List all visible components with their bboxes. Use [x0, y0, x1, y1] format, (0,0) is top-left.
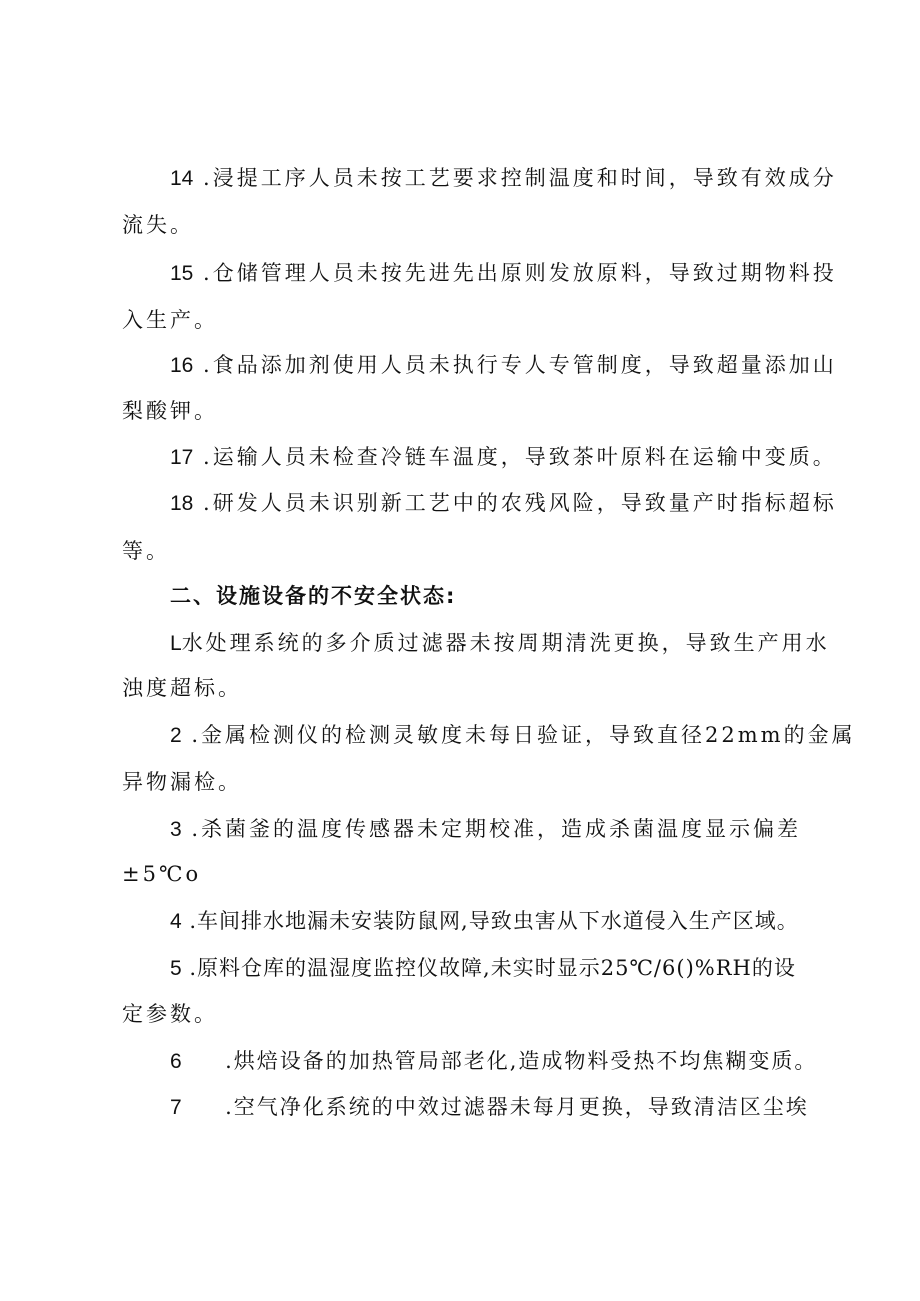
- item-3-line-1: [170, 814, 870, 845]
- paragraph-text: .运输人员未检查冷链车温度，导致茶叶原料在运输中变质。: [203, 445, 837, 469]
- paragraph-15-line-1: [170, 258, 870, 289]
- paragraph-text: .烘焙设备的加热管局部老化,造成物料受热不均焦糊变质。: [225, 1049, 818, 1073]
- item-number: 14: [170, 167, 194, 190]
- item-2-line-1: [170, 720, 870, 751]
- item-number: 2: [170, 724, 182, 747]
- item-number: 18: [170, 492, 194, 515]
- paragraph-15-line-2: 入生产。: [122, 308, 218, 332]
- item-1-line-1: [170, 628, 870, 659]
- paragraph-text: .研发人员未识别新工艺中的农残风险，导致量产时指标超标: [203, 491, 837, 515]
- item-number: 7: [170, 1096, 182, 1119]
- item-number: 15: [170, 262, 194, 285]
- paragraph-text: .仓储管理人员未按先进先出原则发放原料，导致过期物料投: [203, 261, 837, 285]
- paragraph-text: .空气净化系统的中效过滤器未每月更换，导致清洁区尘埃: [225, 1095, 809, 1119]
- paragraph-text: .车间排水地漏未安装防鼠网,导致虫害从下水道侵入生产区域。: [189, 909, 799, 933]
- paragraph-14-line-2: 流失。: [122, 213, 194, 237]
- paragraph-17-line-1: [170, 442, 870, 473]
- paragraph-16-line-1: [170, 350, 870, 381]
- item-number: 4: [170, 910, 182, 933]
- item-3-line-2: ±5℃o: [122, 862, 202, 886]
- section-heading: 二、设施设备的不安全状态:: [170, 584, 457, 608]
- paragraph-18-line-2: 等。: [122, 539, 170, 563]
- paragraph-18-line-1: [170, 488, 870, 519]
- item-5-line-1: [170, 953, 870, 984]
- item-1-line-2: 浊度超标。: [122, 676, 242, 700]
- item-4-line-1: [170, 906, 870, 937]
- item-6-line-1: [170, 1046, 870, 1077]
- item-5-line-2: 定参数。: [122, 1002, 218, 1026]
- item-number: 6: [170, 1050, 182, 1073]
- paragraph-16-line-2: 梨酸钾。: [122, 399, 218, 423]
- item-number: L: [170, 632, 182, 655]
- paragraph-text: .杀菌釜的温度传感器未定期校准，造成杀菌温度显示偏差: [191, 817, 802, 841]
- paragraph-text: 水处理系统的多介质过滤器未按周期清洗更换，导致生产用水: [181, 631, 830, 655]
- item-7-line-1: [170, 1092, 870, 1123]
- item-number: 16: [170, 354, 194, 377]
- paragraph-text: .浸提工序人员未按工艺要求控制温度和时间，导致有效成分: [203, 166, 837, 190]
- paragraph-text: .食品添加剂使用人员未执行专人专管制度，导致超量添加山: [203, 353, 837, 377]
- item-2-line-2: 异物漏检。: [122, 770, 242, 794]
- item-number: 5: [170, 957, 182, 980]
- paragraph-text: .金属检测仪的检测灵敏度未每日验证，导致直径22mm的金属: [191, 723, 856, 747]
- paragraph-text: .原料仓库的温湿度监控仪故障,未实时显示25℃/6()%RH的设: [189, 956, 796, 980]
- paragraph-14-line-1: [170, 163, 870, 194]
- item-number: 3: [170, 818, 182, 841]
- item-number: 17: [170, 446, 194, 469]
